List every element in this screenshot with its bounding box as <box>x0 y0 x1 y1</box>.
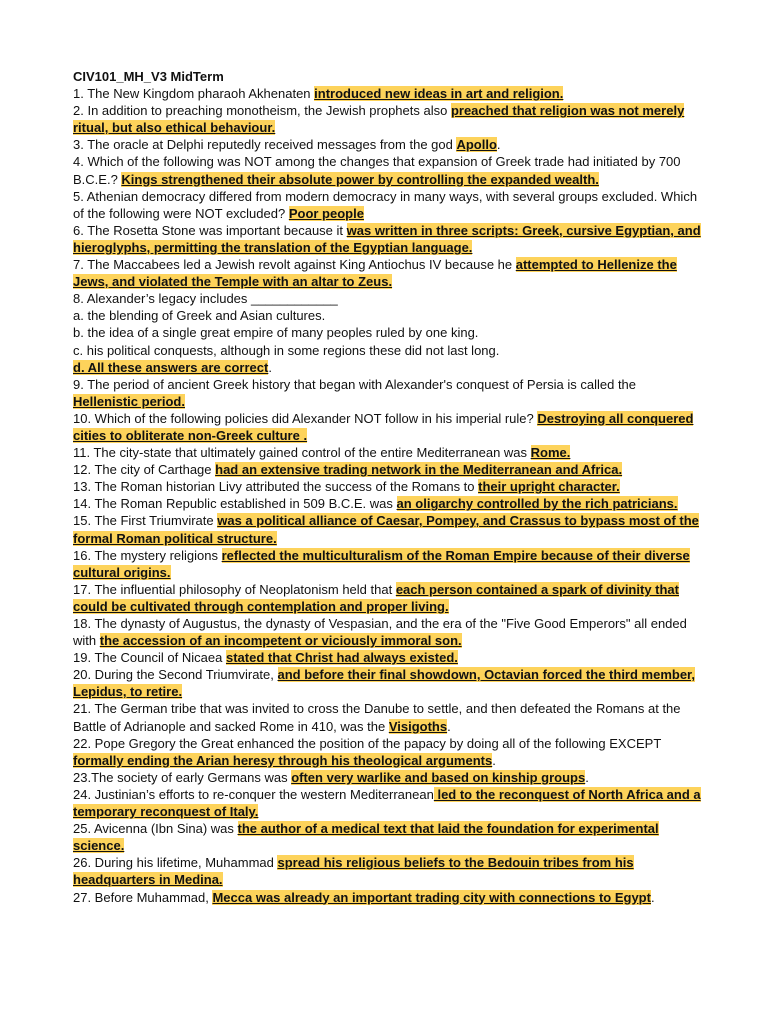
highlighted-answer: attempted to Hellenize the Jews, and violated the Temple with an altar to Zeus. <box>73 257 677 290</box>
question-11 <box>73 444 703 461</box>
question-tail: . <box>650 889 655 905</box>
question-text: 17. The influential philosophy of Neoplatonism held that <box>73 581 396 597</box>
question-27 <box>73 889 703 906</box>
question-text: 25. Avicenna (Ibn Sina) was <box>73 821 238 837</box>
option-b: b. the idea of a single great empire of many peoples ruled by one king. <box>73 325 479 341</box>
option-d <box>73 359 703 376</box>
question-14 <box>73 495 703 512</box>
highlighted-answer: Kings strengthened their absolute power by controlling the expanded wealth. <box>121 171 599 187</box>
question-text: 10. Which of the following policies did Alexander NOT follow in his imperial rule? <box>73 410 538 426</box>
question-25 <box>73 820 703 854</box>
question-18 <box>73 615 703 649</box>
question-tail: . <box>496 137 501 153</box>
highlighted-answer: Rome. <box>530 445 571 461</box>
question-text: 16. The mystery religions <box>73 547 222 563</box>
question-text: 21. The German tribe that was invited to cross the Danube to settle, and then defeated the Romans at the Battle of Adrianople and sacked Rome in 410, was the <box>73 701 681 734</box>
question-text: 27. Before Muhammad, <box>73 889 213 905</box>
highlighted-answer: Apollo <box>456 137 497 153</box>
question-22 <box>73 735 703 769</box>
highlighted-answer: the author of a medical text that laid the foundation for experimental science. <box>73 821 659 854</box>
question-text: 23.The society of early Germans was <box>73 769 292 785</box>
question-text: 18. The dynasty of Augustus, the dynasty of Vespasian, and the era of the "Five Good Emperors" all ended with <box>73 616 687 649</box>
option-c: c. his political conquests, although in some regions these did not last long. <box>73 342 500 358</box>
question-text: 13. The Roman historian Livy attributed the success of the Romans to <box>73 479 479 495</box>
question-text: 26. During his lifetime, Muhammad <box>73 855 278 871</box>
question-17 <box>73 581 703 615</box>
question-12 <box>73 461 703 478</box>
highlighted-answer: spread his religious beliefs to the Bedouin tribes from his headquarters in Medina. <box>73 855 634 888</box>
question-9 <box>73 376 703 410</box>
question-1 <box>73 85 703 102</box>
question-2 <box>73 102 703 136</box>
question-text: 22. Pope Gregory the Great enhanced the position of the papacy by doing all of the following EXCEPT <box>73 735 662 751</box>
question-8 <box>73 290 703 307</box>
question-text: 11. The city-state that ultimately gained control of the entire Mediterranean was <box>73 445 531 461</box>
question-text: 7. The Maccabees led a Jewish revolt against King Antiochus IV because he <box>73 257 516 273</box>
question-5 <box>73 188 703 222</box>
question-15 <box>73 512 703 546</box>
highlighted-answer: had an extensive trading network in the Mediterranean and Africa. <box>215 462 623 478</box>
question-text: 8. Alexander’s legacy includes ____________ <box>73 291 338 307</box>
highlighted-answer: d. All these answers are correct <box>73 359 269 375</box>
highlighted-answer: Hellenistic period. <box>73 393 185 409</box>
highlighted-answer: Destroying all conquered cities to obliterate non-Greek culture . <box>73 410 694 443</box>
highlighted-answer: introduced new ideas in art and religion. <box>314 86 564 102</box>
highlighted-answer: Poor people <box>288 205 364 221</box>
question-text: 15. The First Triumvirate <box>73 513 218 529</box>
highlighted-answer: preached that religion was not merely ritual, but also ethical behaviour. <box>73 103 685 136</box>
highlighted-answer: reflected the multiculturalism of the Roman Empire because of their diverse cultural origins. <box>73 547 690 580</box>
question-tail: . <box>585 769 589 785</box>
highlighted-answer: the accession of an incompetent or viciously immoral son. <box>99 633 462 649</box>
question-tail: . <box>447 718 451 734</box>
question-text: 14. The Roman Republic established in 509 B.C.E. was <box>73 496 397 512</box>
question-23 <box>73 769 703 786</box>
question-text: 12. The city of Carthage <box>73 462 216 478</box>
doc-title: CIV101_MH_V3 MidTerm <box>73 69 224 84</box>
highlighted-answer: led to the reconquest of North Africa and a temporary reconquest of Italy. <box>73 786 701 820</box>
question-10 <box>73 410 703 444</box>
question-21 <box>73 700 703 734</box>
question-26 <box>73 854 703 888</box>
highlighted-answer: Visigoths <box>388 718 448 734</box>
question-text: 9. The period of ancient Greek history that began with Alexander's conquest of Persia is called the <box>73 376 637 392</box>
question-4 <box>73 153 703 187</box>
highlighted-answer: was a political alliance of Caesar, Pompey, and Crassus to bypass most of the formal Roman political structure. <box>73 513 699 546</box>
option-a: a. the blending of Greek and Asian cultures. <box>73 308 326 324</box>
question-7 <box>73 256 703 290</box>
question-tail: . <box>492 752 496 768</box>
question-text: 6. The Rosetta Stone was important because it <box>73 222 347 238</box>
question-text: 24. Justinian’s efforts to re-conquer the western Mediterranean <box>73 786 434 802</box>
highlighted-answer: often very warlike and based on kinship groups <box>291 769 586 785</box>
question-20 <box>73 666 703 700</box>
highlighted-answer: stated that Christ had always existed. <box>225 650 458 666</box>
question-3 <box>73 136 703 153</box>
question-19 <box>73 649 703 666</box>
question-text: 2. In addition to preaching monotheism, the Jewish prophets also <box>73 103 451 119</box>
question-16 <box>73 547 703 581</box>
highlighted-answer: was written in three scripts: Greek, cursive Egyptian, and hieroglyphs, permitting the translation of the Egyptian language. <box>73 222 701 255</box>
question-text: 5. Athenian democracy differed from modern democracy in many ways, with several groups excluded. Which of the following were NOT excluded? <box>73 188 698 221</box>
question-6 <box>73 222 703 256</box>
document-page <box>73 68 703 906</box>
highlighted-answer: each person contained a spark of divinity that could be cultivated through contemplation and proper living. <box>73 581 679 614</box>
highlighted-answer: and before their final showdown, Octavian forced the third member, Lepidus, to retire. <box>73 667 696 700</box>
question-text: 4. Which of the following was NOT among the changes that expansion of Greek trade had initiated by 700 B.C.E.? <box>73 154 681 187</box>
question-text: 19. The Council of Nicaea <box>73 650 226 666</box>
question-13 <box>73 478 703 495</box>
question-text: 1. The New Kingdom pharaoh Akhenaten <box>73 86 315 102</box>
highlighted-answer: Mecca was already an important trading city with connections to Egypt <box>212 889 651 905</box>
highlighted-answer: formally ending the Arian heresy through his theological arguments <box>73 752 493 768</box>
highlighted-answer: an oligarchy controlled by the rich patricians. <box>396 496 678 512</box>
question-tail: . <box>268 359 272 375</box>
question-text: 20. During the Second Triumvirate, <box>73 667 278 683</box>
highlighted-answer: their upright character. <box>478 479 620 495</box>
question-24 <box>73 786 703 820</box>
question-text: 3. The oracle at Delphi reputedly received messages from the god <box>73 137 457 153</box>
